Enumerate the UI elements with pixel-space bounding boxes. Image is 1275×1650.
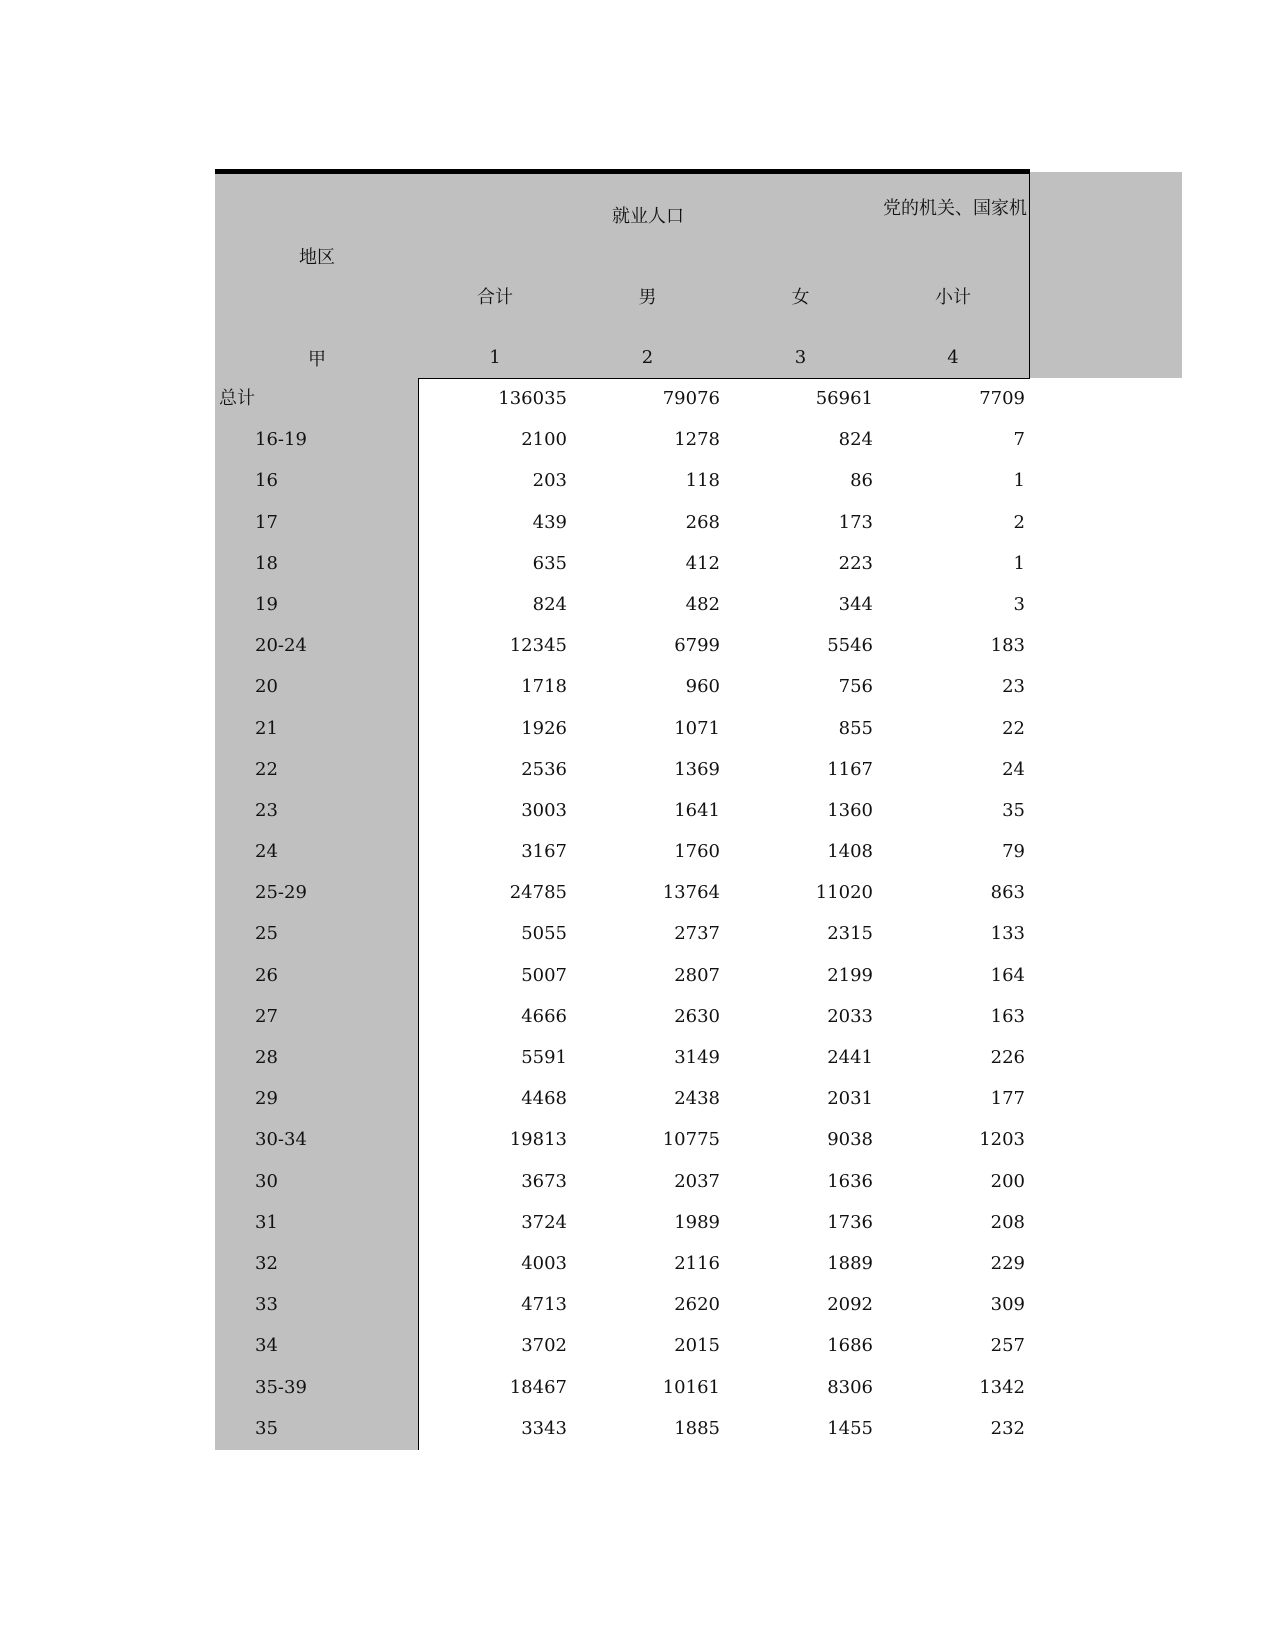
cell-female: 1167 [827,758,873,780]
cell-subtotal: 232 [990,1417,1025,1439]
table-row [215,1202,1030,1243]
cell-female: 1408 [827,841,873,863]
cell-male: 1071 [674,717,720,739]
table-row [215,1119,1030,1160]
row-label: 20 [255,676,278,698]
cell-male: 2630 [674,1005,720,1027]
cell-male: 482 [685,593,720,615]
row-label: 33 [255,1294,278,1316]
cell-total: 2536 [521,758,567,780]
cell-female: 1736 [827,1211,873,1233]
cell-female: 2199 [827,964,873,986]
cell-total: 1718 [521,676,567,698]
row-label: 28 [255,1047,278,1068]
cell-total: 5007 [521,964,567,986]
row-label: 32 [255,1252,278,1274]
cell-total: 3003 [521,799,567,821]
table-row [215,666,1030,707]
table-row [215,1367,1030,1408]
cell-female: 2315 [827,923,873,945]
cell-total: 635 [532,552,567,574]
cell-subtotal: 309 [990,1294,1025,1316]
cell-total: 3702 [521,1335,567,1357]
cell-male: 2438 [674,1088,720,1110]
cell-male: 6799 [674,635,720,657]
header-party-org-label: 党的机关、国家机 [883,198,1027,219]
cell-total: 136035 [498,388,567,409]
cell-total: 24785 [509,882,567,904]
table-row [215,749,1030,790]
code-4-cell [877,337,1030,379]
cell-subtotal: 2 [1013,511,1025,533]
table-row [215,625,1030,666]
cell-female: 344 [838,593,873,615]
cell-total: 4468 [521,1088,567,1110]
cell-total: 3343 [521,1417,567,1439]
cell-subtotal: 22 [1002,717,1025,739]
cell-male: 2037 [674,1170,720,1192]
code-1: 1 [489,347,501,368]
table-row [215,1161,1030,1202]
table-row [215,996,1030,1037]
cell-total: 2100 [521,429,567,451]
cell-subtotal: 79 [1002,841,1025,863]
cell-total: 4666 [521,1005,567,1027]
header-subtotal [877,255,1030,338]
table-row [215,831,1030,872]
table-row [215,708,1030,749]
row-label: 30-34 [255,1129,307,1151]
cell-male: 10775 [662,1129,720,1151]
cell-subtotal: 1203 [979,1129,1025,1151]
row-label: 35-39 [255,1376,307,1398]
code-2: 2 [641,347,654,368]
header-male [571,255,725,338]
cell-total: 824 [532,593,567,615]
cell-total: 203 [532,470,567,492]
cell-subtotal: 3 [1013,593,1025,615]
cell-subtotal: 177 [990,1088,1025,1110]
cell-subtotal: 226 [990,1047,1025,1068]
cell-subtotal: 7709 [979,388,1025,409]
table-row [215,584,1030,625]
table-row [215,460,1030,501]
row-label: 21 [255,717,278,739]
cell-subtotal: 7 [1013,429,1025,451]
header-total [419,255,572,338]
cell-male: 2620 [674,1294,720,1316]
cell-total: 5591 [521,1047,567,1068]
row-label: 18 [255,552,278,574]
cell-subtotal: 23 [1002,676,1025,698]
header-total-label: 合计 [477,287,513,308]
cell-total: 4713 [521,1294,567,1316]
cell-subtotal: 24 [1002,758,1025,780]
cell-female: 1636 [827,1170,873,1192]
cell-total: 12345 [509,635,567,657]
table-row [215,1078,1030,1119]
cell-female: 756 [838,676,873,698]
cell-male: 10161 [662,1376,720,1398]
cell-subtotal: 863 [990,882,1025,904]
cell-subtotal: 1 [1013,470,1025,492]
table-row [215,543,1030,584]
cell-female: 2033 [827,1005,873,1027]
code-label: 甲 [308,348,326,370]
code-2-cell [571,337,725,379]
header-subtotal-label: 小计 [935,287,971,308]
cell-female: 1360 [827,799,873,821]
cell-female: 855 [838,717,873,739]
row-label: 25-29 [255,882,307,904]
row-label: 总计 [219,388,255,409]
cell-subtotal: 1 [1013,552,1025,574]
cell-male: 2807 [674,964,720,986]
cell-female: 2031 [827,1088,873,1110]
cell-female: 2092 [827,1294,873,1316]
cell-male: 268 [685,511,720,533]
code-3: 3 [794,347,807,368]
row-label: 25 [255,923,278,945]
row-label: 17 [255,511,278,533]
cell-total: 19813 [509,1129,567,1151]
cell-male: 412 [685,552,720,574]
header-extension [1030,172,1182,378]
table-row [215,378,1030,419]
cell-subtotal: 257 [990,1335,1025,1357]
row-label: 16-19 [255,429,307,451]
header-party-org [877,174,1030,256]
cell-female: 1455 [827,1417,873,1439]
cell-female: 5546 [827,635,873,657]
code-1-cell [419,337,572,379]
code-3-cell [724,337,878,379]
table-row [215,955,1030,996]
cell-subtotal: 133 [990,923,1025,945]
cell-female: 8306 [827,1376,873,1398]
cell-subtotal: 229 [990,1252,1025,1274]
table-row [215,790,1030,831]
table-row [215,1037,1030,1078]
cell-subtotal: 163 [990,1005,1025,1027]
cell-subtotal: 208 [990,1211,1025,1233]
row-label: 22 [255,758,278,780]
cell-female: 1686 [827,1335,873,1357]
cell-female: 1889 [827,1252,873,1274]
table-row [215,1284,1030,1325]
cell-subtotal: 183 [990,635,1025,657]
cell-subtotal: 35 [1002,799,1025,821]
cell-male: 1989 [674,1211,720,1233]
cell-male: 118 [685,470,720,492]
cell-male: 3149 [674,1047,720,1068]
table-row [215,502,1030,543]
cell-female: 173 [838,511,873,533]
cell-subtotal: 164 [990,964,1025,986]
cell-total: 4003 [521,1252,567,1274]
table-body [215,378,1030,1449]
cell-total: 3167 [521,841,567,863]
cell-total: 5055 [521,923,567,945]
cell-female: 11020 [815,882,873,904]
cell-total: 18467 [509,1376,567,1398]
row-label: 20-24 [255,635,307,657]
cell-subtotal: 200 [990,1170,1025,1192]
cell-male: 960 [685,676,720,698]
cell-male: 1278 [674,429,720,451]
cell-total: 439 [532,511,567,533]
cell-male: 2015 [674,1335,720,1357]
cell-female: 2441 [827,1047,873,1068]
row-label: 31 [255,1211,278,1233]
cell-male: 2737 [674,923,720,945]
cell-male: 13764 [662,882,720,904]
code-label-cell [215,337,420,379]
row-label: 29 [255,1088,278,1110]
cell-male: 1369 [674,758,720,780]
row-label: 35 [255,1417,278,1439]
header-male-label: 男 [638,287,657,308]
cell-total: 1926 [521,717,567,739]
header-region [215,174,420,338]
cell-male: 1641 [674,799,720,821]
code-4: 4 [947,347,959,368]
row-label: 24 [255,841,278,863]
cell-female: 824 [838,429,873,451]
row-label: 30 [255,1170,278,1192]
header-region-label: 地区 [299,246,335,268]
row-label: 16 [255,470,278,492]
cell-total: 3673 [521,1170,567,1192]
table-row [215,419,1030,460]
row-label: 26 [255,964,278,986]
header-employed [419,174,878,256]
table-row [215,1243,1030,1284]
table-row [215,1408,1030,1449]
row-label: 27 [255,1005,278,1027]
cell-male: 1760 [674,841,720,863]
table-row [215,872,1030,913]
row-label: 23 [255,799,278,821]
row-label: 34 [255,1335,278,1357]
cell-male: 1885 [674,1417,720,1439]
cell-subtotal: 1342 [979,1376,1025,1398]
cell-total: 3724 [521,1211,567,1233]
cell-female: 56961 [815,388,873,409]
header-female [724,255,878,338]
row-label: 19 [255,593,278,615]
header-female-label: 女 [791,287,810,308]
cell-female: 86 [850,470,873,492]
table-row [215,1325,1030,1366]
table-row [215,913,1030,954]
cell-female: 223 [838,552,873,574]
header-employed-label: 就业人口 [612,205,684,227]
cell-female: 9038 [827,1129,873,1151]
cell-male: 79076 [662,388,720,409]
cell-male: 2116 [674,1252,720,1274]
